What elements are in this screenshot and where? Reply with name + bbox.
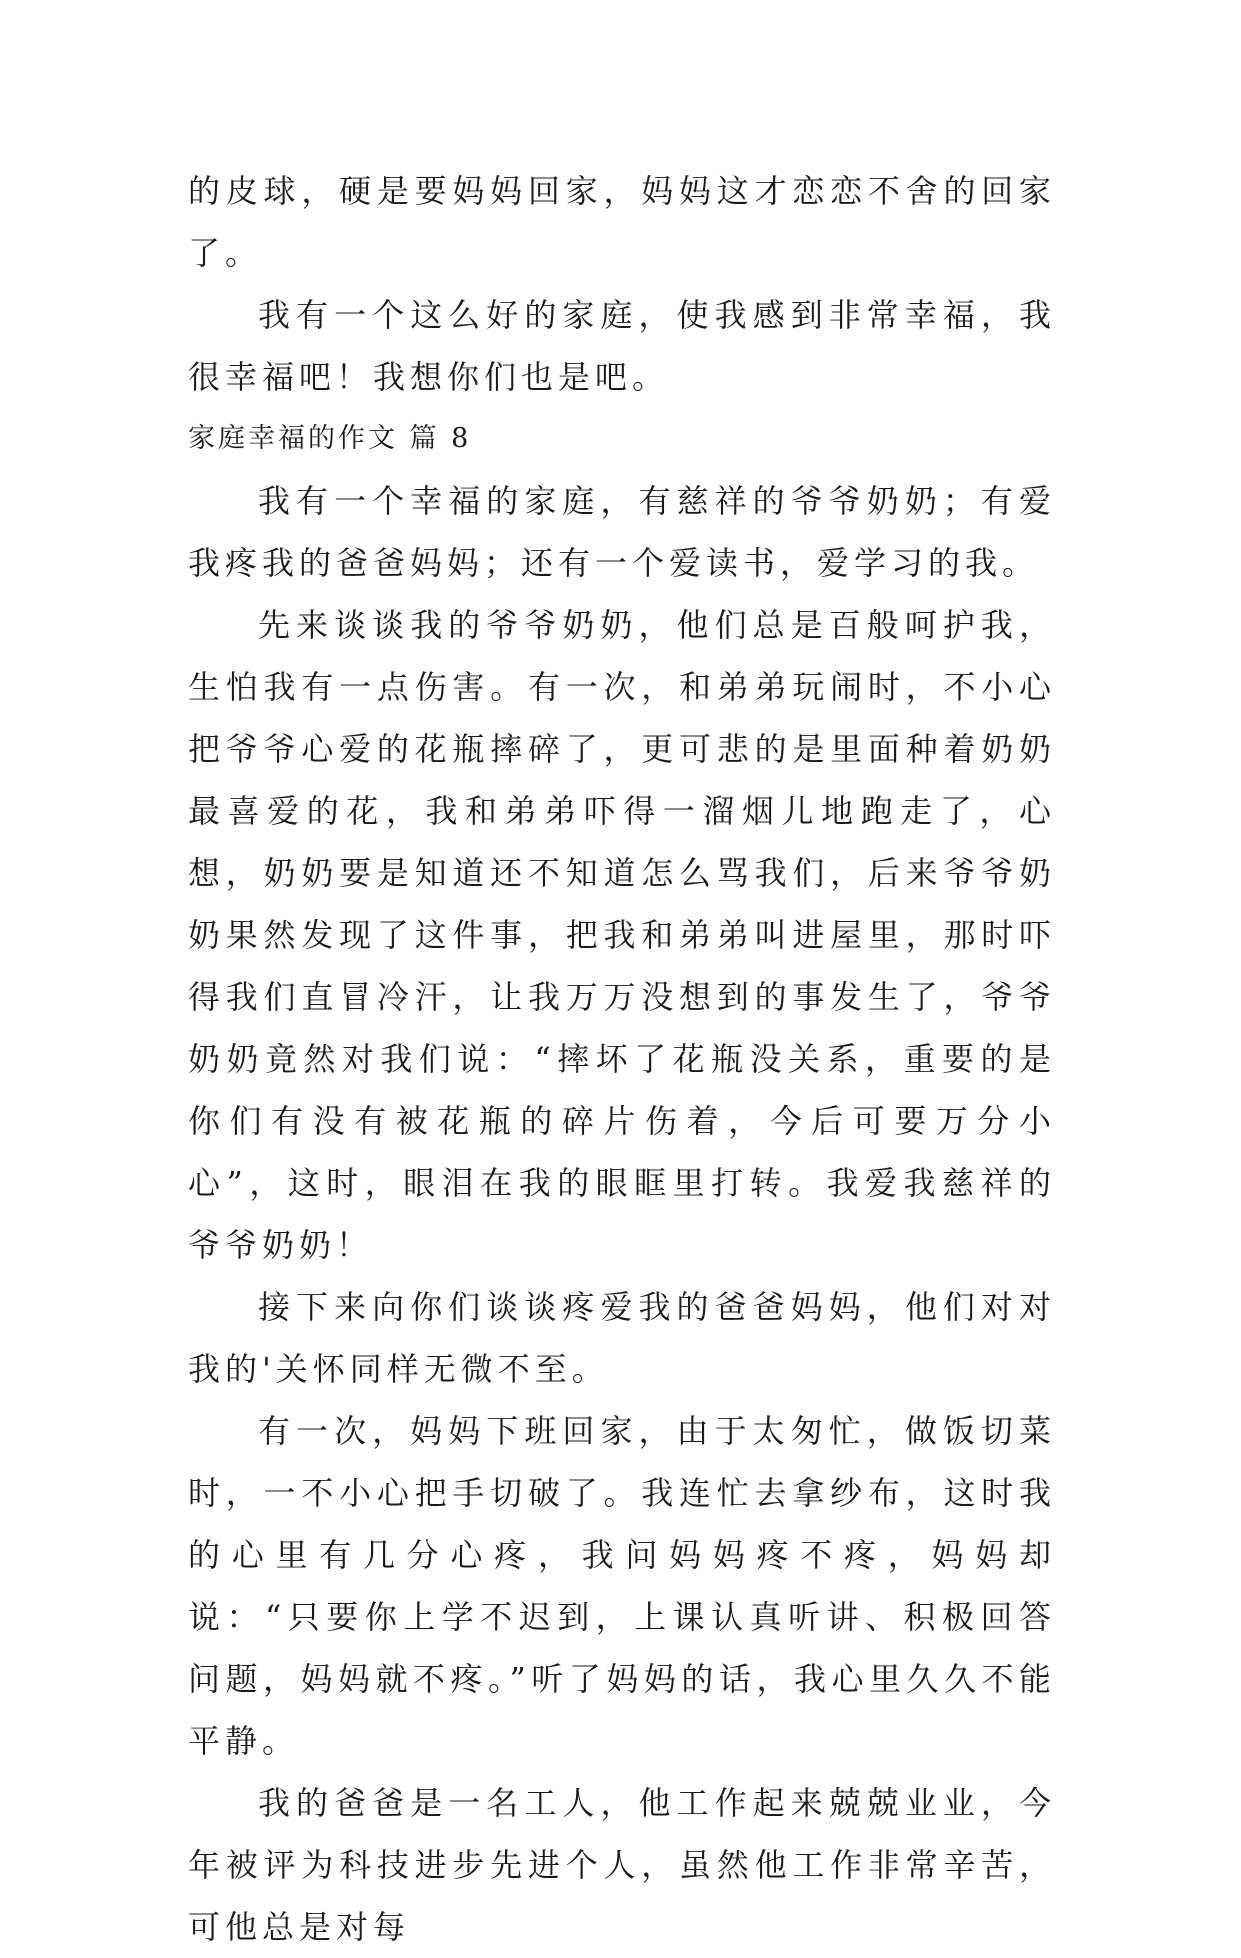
paragraph-6: 有一次，妈妈下班回家，由于太匆忙，做饭切菜时，一不小心把手切破了。我连忙去拿纱布，这时我的心里有几分心疼，我问妈妈疼不疼，妈妈却说：“只要你上学不迟到，上课认真听讲、积极回答问题，妈妈就不疼。”听了妈妈的话，我心里久久不能平静。 bbox=[188, 1412, 1056, 1760]
section-title: 家庭幸福的作文 篇 8 bbox=[188, 423, 472, 454]
paragraph-7: 我的爸爸是一名工人，他工作起来兢兢业业，今年被评为科技进步先进个人，虽然他工作非常辛苦，可他总是对每 bbox=[188, 1784, 1056, 1946]
paragraph-5: 接下来向你们谈谈疼爱我的爸爸妈妈，他们对对我的'关怀同样无微不至。 bbox=[188, 1288, 1056, 1388]
paragraph-3: 我有一个幸福的家庭，有慈祥的爷爷奶奶；有爱我疼我的爸爸妈妈；还有一个爱读书，爱学习的我。 bbox=[188, 482, 1056, 582]
paragraph-4: 先来谈谈我的爷爷奶奶，他们总是百般呵护我，生怕我有一点伤害。有一次，和弟弟玩闹时，不小心把爷爷心爱的花瓶摔碎了，更可悲的是里面种着奶奶最喜爱的花，我和弟弟吓得一溜烟儿地跑走了，心想，奶奶要是知道还不知道怎么骂我们，后来爷爷奶奶果然发现了这件事，把我和弟弟叫进屋里，那时吓得我们直冒冷汗，让我万万没想到的事发生了，爷爷奶奶竟然对我们说：“摔坏了花瓶没关系，重要的是你们有没有被花瓶的碎片伤着，今后可要万分小心”，这时，眼泪在我的眼眶里打转。我爱我慈祥的爷爷奶奶！ bbox=[188, 606, 1056, 1264]
document-body bbox=[188, 160, 1056, 1958]
paragraph-2: 我有一个这么好的家庭，使我感到非常幸福，我很幸福吧！我想你们也是吧。 bbox=[188, 296, 1056, 396]
paragraph-1: 的皮球，硬是要妈妈回家，妈妈这才恋恋不舍的回家了。 bbox=[188, 172, 1056, 272]
